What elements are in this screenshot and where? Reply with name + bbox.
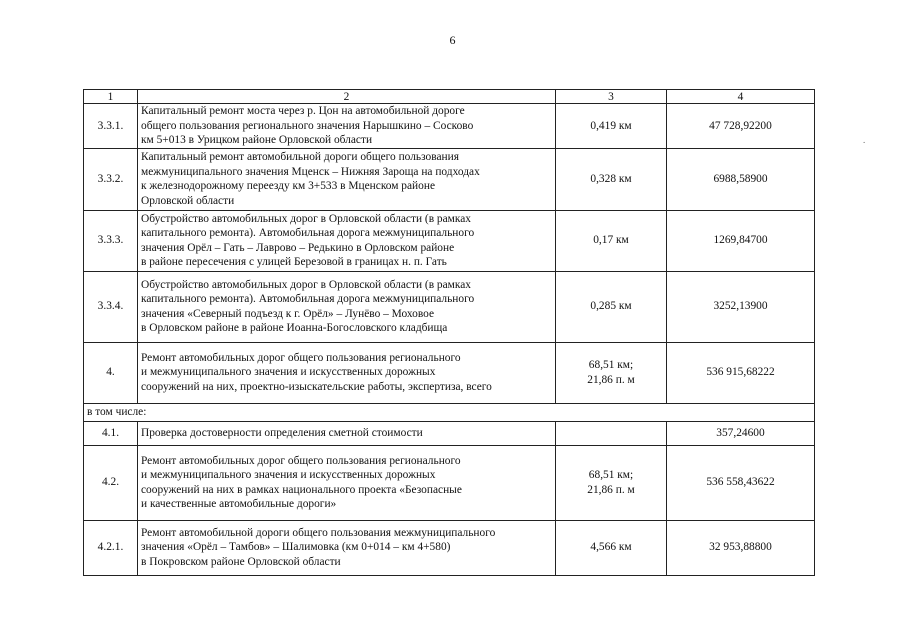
item-number: 3.3.2. xyxy=(84,148,138,210)
description-line: Орловской области xyxy=(141,194,235,207)
item-length xyxy=(556,210,667,271)
description-line: км 5+013 в Урицком районе Орловской области xyxy=(141,134,373,146)
description-line: в районе пересечения с улицей Березовой в границах н. п. Гать xyxy=(141,256,447,268)
item-length xyxy=(556,421,667,445)
item-sum: 6988,58900 xyxy=(667,148,815,210)
description-line: капитального ремонта). Автомобильная дорога межмуниципального xyxy=(141,227,475,239)
table-row xyxy=(84,403,815,421)
description-line: значения «Северный подъезд к г. Орёл» – Лунёво – Моховое xyxy=(141,307,435,320)
item-length xyxy=(556,342,667,403)
item-description xyxy=(138,421,556,445)
road-repair-table xyxy=(83,89,815,576)
description-line: к железнодорожному переезду км 3+533 в Мценском районе xyxy=(141,180,436,192)
item-length xyxy=(556,104,667,149)
description-line: Ремонт автомобильной дороги общего пользования межмуниципального xyxy=(141,526,496,539)
description-line: Капитальный ремонт автомобильной дороги общего пользования xyxy=(141,151,459,163)
item-sum: 3252,13900 xyxy=(667,271,815,342)
description-line: в Покровском районе Орловской области xyxy=(141,555,341,568)
table-row xyxy=(84,210,815,271)
item-description xyxy=(138,104,556,149)
item-description xyxy=(138,342,556,403)
description-line: общего пользования регионального значения Нарышкино – Сосково xyxy=(141,119,474,132)
length-line: 68,51 км; xyxy=(588,359,634,371)
length-line: 0,17 км xyxy=(593,234,629,247)
column-number: 2 xyxy=(138,90,556,104)
column-number-row xyxy=(84,90,815,104)
item-number: 4.2. xyxy=(84,445,138,520)
column-number: 4 xyxy=(667,90,815,104)
item-number: 3.3.4. xyxy=(84,271,138,342)
length-line: 68,51 км; xyxy=(588,469,634,481)
description-line: в Орловском районе в районе Иоанна-Богословского кладбища xyxy=(141,322,448,334)
description-line: Ремонт автомобильных дорог общего пользования регионального xyxy=(141,351,461,364)
length-line: 0,419 км xyxy=(590,119,632,132)
table-row xyxy=(84,148,815,210)
item-length xyxy=(556,148,667,210)
description-line: капитального ремонта). Автомобильная дорога межмуниципального xyxy=(141,293,475,305)
item-sum: 32 953,88800 xyxy=(667,520,815,575)
item-length xyxy=(556,445,667,520)
length-line: 21,86 п. м xyxy=(587,373,635,386)
item-length xyxy=(556,520,667,575)
description-line: и межмуниципального значения и искусственных дорожных xyxy=(141,469,436,481)
description-line: межмуниципального значения Мценск – Нижняя Зароща на подходах xyxy=(141,165,480,178)
item-number: 4.2.1. xyxy=(84,520,138,575)
section-label: в том числе: xyxy=(84,403,815,421)
description-line: Обустройство автомобильных дорог в Орловской области (в рамках xyxy=(141,212,471,225)
length-line: 21,86 п. м xyxy=(587,483,635,496)
description-line: значения Орёл – Гать – Лаврово – Редькино в Орловском районе xyxy=(141,241,455,254)
item-sum: 536 558,43622 xyxy=(667,445,815,520)
length-line: 0,285 км xyxy=(590,300,632,313)
description-line: Ремонт автомобильных дорог общего пользования регионального xyxy=(141,454,461,467)
description-line: сооружений на них, проектно-изыскательские работы, экспертиза, всего xyxy=(141,380,492,393)
item-number: 4. xyxy=(84,342,138,403)
table-body xyxy=(84,90,815,576)
table-row xyxy=(84,342,815,403)
column-number: 3 xyxy=(556,90,667,104)
item-sum: 357,24600 xyxy=(667,421,815,445)
table-row xyxy=(84,104,815,149)
description-line: Проверка достоверности определения сметной стоимости xyxy=(141,426,423,439)
item-description xyxy=(138,445,556,520)
length-line: 4,566 км xyxy=(590,541,632,554)
column-number: 1 xyxy=(84,90,138,104)
description-line: Обустройство автомобильных дорог в Орловской области (в рамках xyxy=(141,278,471,291)
description-line: и качественные автомобильные дороги» xyxy=(141,498,337,510)
item-number: 3.3.3. xyxy=(84,210,138,271)
item-sum: 1269,84700 xyxy=(667,210,815,271)
description-line: значения «Орёл – Тамбов» – Шалимовка (км 0+014 – км 4+580) xyxy=(141,541,451,554)
page-number: 6 xyxy=(449,33,456,47)
table-row xyxy=(84,445,815,520)
margin-mark: . xyxy=(863,135,866,145)
item-sum: 536 915,68222 xyxy=(667,342,815,403)
item-description xyxy=(138,210,556,271)
table-row xyxy=(84,421,815,445)
item-length xyxy=(556,271,667,342)
item-description xyxy=(138,271,556,342)
item-description xyxy=(138,520,556,575)
description-line: сооружений на них в рамках национального проекта «Безопасные xyxy=(141,483,462,496)
description-line: Капитальный ремонт моста через р. Цон на автомобильной дороге xyxy=(141,105,465,117)
item-description xyxy=(138,148,556,210)
description-line: и межмуниципального значения и искусственных дорожных xyxy=(141,366,436,379)
item-number: 3.3.1. xyxy=(84,104,138,149)
length-line: 0,328 км xyxy=(590,172,632,185)
table-row xyxy=(84,271,815,342)
item-sum: 47 728,92200 xyxy=(667,104,815,149)
item-number: 4.1. xyxy=(84,421,138,445)
table-row xyxy=(84,520,815,575)
